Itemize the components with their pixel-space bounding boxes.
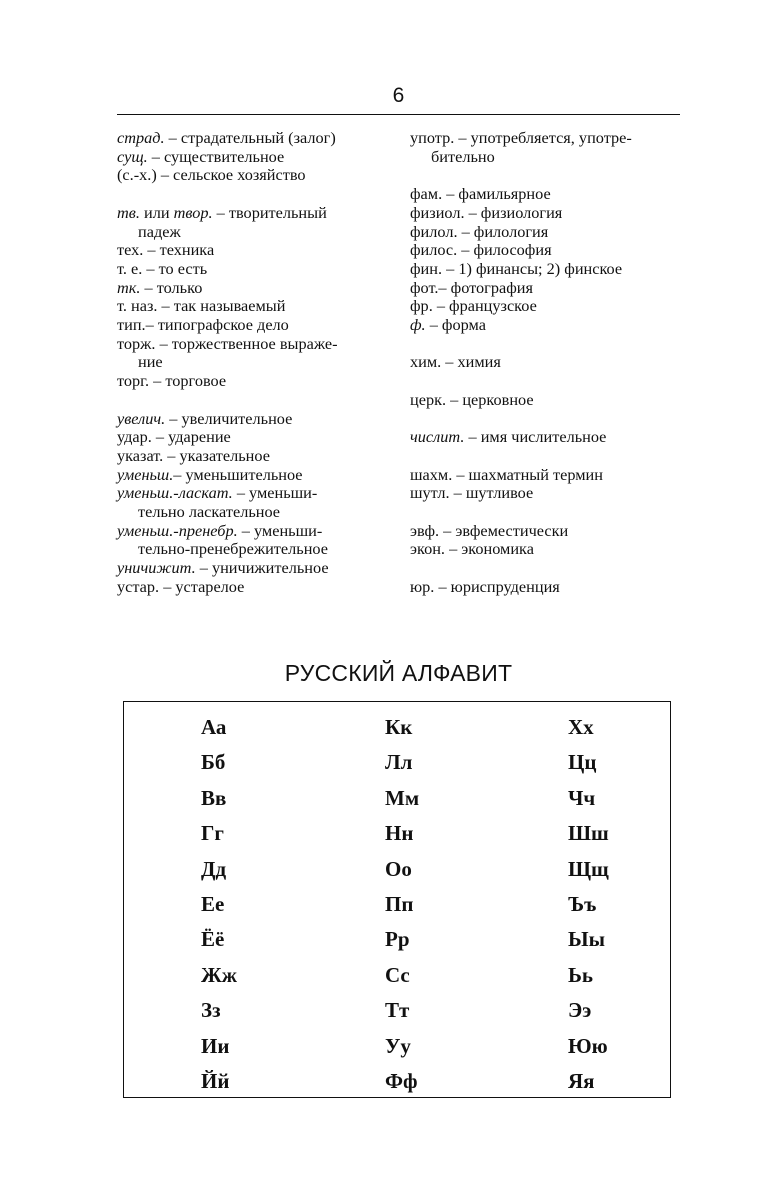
abbreviation-text: торж. – торжественное выраже- — [117, 333, 338, 353]
abbreviations-right-column — [410, 129, 680, 596]
abbreviation-entry — [117, 148, 387, 167]
abbreviation-term: уменьш.-ласкат. — [117, 483, 233, 503]
abbreviation-entry — [117, 241, 387, 260]
abbreviation-entry — [117, 335, 387, 372]
alphabet-letter: Пп — [385, 892, 414, 916]
abbreviation-entry — [117, 466, 387, 485]
abbreviation-entry — [117, 559, 387, 578]
abbreviation-term: уменьш.-пренебр. — [117, 520, 238, 540]
abbreviation-text: (с.-х.) – сельское хозяйство — [117, 165, 306, 185]
abbreviation-text: фр. – французское — [410, 296, 537, 316]
abbreviation-entry — [410, 204, 680, 223]
abbreviation-entry — [117, 372, 387, 391]
abbreviation-text: фот.– фотография — [410, 277, 533, 297]
abbreviation-text: употр. – употребляется, употре- — [410, 128, 632, 147]
alphabet-letter: Уу — [385, 1033, 411, 1058]
abbreviation-entry — [410, 297, 680, 316]
abbreviation-entry — [410, 185, 680, 204]
abbreviation-continuation: тельно ласкательное — [138, 502, 281, 522]
abbreviation-text: экон. – экономика — [410, 539, 534, 559]
abbreviation-text: – страдательный (залог) — [164, 128, 336, 147]
abbreviation-entry — [117, 279, 387, 298]
abbreviation-entry — [117, 447, 387, 466]
entry-spacer — [410, 166, 680, 185]
alphabet-letter: Гг — [201, 821, 224, 846]
abbreviation-continuation: тельно-пренебрежительное — [138, 539, 328, 559]
abbreviation-entry — [410, 223, 680, 242]
abbreviation-text: филос. – философия — [410, 240, 552, 260]
abbreviation-text: т. наз. – так называемый — [117, 296, 286, 316]
alphabet-letter: Ии — [201, 1033, 230, 1058]
abbreviation-text: – увеличительное — [165, 408, 293, 428]
abbreviation-continuation: бительно — [431, 146, 495, 166]
abbreviation-entry — [117, 297, 387, 316]
abbreviation-entry — [117, 484, 387, 521]
alphabet-letter: Цц — [568, 750, 597, 775]
alphabet-table — [123, 701, 671, 1098]
abbreviation-entry — [410, 522, 680, 541]
entry-spacer — [410, 372, 680, 391]
alphabet-letter: Яя — [568, 1069, 595, 1093]
abbreviation-entry — [410, 316, 680, 335]
abbreviation-text: шутл. – шутливое — [410, 483, 534, 503]
alphabet-letter: Ьь — [568, 962, 593, 987]
alphabet-letter: Ее — [201, 892, 225, 916]
abbreviation-text: – форма — [425, 315, 486, 335]
alphabet-letter: Бб — [201, 750, 226, 775]
abbreviation-text: – уменьшительное — [173, 464, 303, 484]
abbreviation-text: – уменьши- — [237, 520, 323, 540]
abbreviation-continuation: ние — [138, 352, 163, 372]
abbreviation-term: числит. — [410, 427, 465, 447]
abbreviation-text: – творительный — [212, 202, 327, 222]
abbreviation-entry — [117, 428, 387, 447]
alphabet-letter: Сс — [385, 962, 410, 987]
abbreviation-entry — [410, 391, 680, 410]
abbreviation-text: хим. – химия — [410, 352, 501, 372]
entry-spacer — [410, 559, 680, 578]
entry-spacer — [410, 503, 680, 522]
abbreviation-text: юр. – юриспруденция — [410, 576, 560, 596]
abbreviation-entry — [410, 353, 680, 372]
abbreviation-entry — [410, 129, 680, 166]
abbreviation-entry — [410, 484, 680, 503]
abbreviation-term: уменьш. — [117, 464, 174, 484]
alphabet-letter: Фф — [385, 1069, 418, 1093]
entry-spacer — [410, 447, 680, 466]
abbreviation-entry — [410, 241, 680, 260]
alphabet-letter: Оо — [385, 856, 412, 881]
alphabet-letter: Нн — [385, 821, 414, 846]
alphabet-letter: Лл — [385, 750, 413, 775]
abbreviation-text: тех. – техника — [117, 240, 215, 260]
abbreviation-text: эвф. – эвфеместически — [410, 520, 569, 540]
abbreviation-continuation: падеж — [138, 221, 181, 241]
page-number: 6 — [392, 84, 405, 107]
abbreviation-term: сущ. — [117, 146, 148, 166]
alphabet-letter: Ёё — [201, 927, 225, 952]
abbreviation-text: указат. – указательное — [117, 445, 270, 465]
abbreviation-term: страд. — [117, 128, 165, 147]
abbreviation-entry — [117, 129, 387, 148]
alphabet-letter: Аа — [201, 715, 227, 739]
alphabet-letter: Тт — [385, 998, 410, 1023]
abbreviation-term: увелич. — [117, 408, 166, 428]
alphabet-letter: Йй — [201, 1069, 230, 1093]
abbreviation-term: тк. — [117, 277, 141, 297]
alphabet-letter: Зз — [201, 998, 221, 1023]
abbreviation-entry — [410, 540, 680, 559]
abbreviation-entry — [117, 316, 387, 335]
alphabet-letter: Ъъ — [568, 892, 597, 916]
abbreviation-entry — [117, 204, 387, 241]
alphabet-letter: Рр — [385, 927, 410, 952]
entry-spacer — [117, 391, 387, 410]
abbreviation-text: – уничижительное — [195, 558, 329, 578]
alphabet-letter: Ыы — [568, 927, 606, 952]
header-rule — [117, 114, 680, 115]
abbreviation-text: – существительное — [147, 146, 285, 166]
alphabet-letter: Шш — [568, 821, 609, 846]
abbreviation-entry — [410, 578, 680, 597]
alphabet-letter: Дд — [201, 856, 227, 881]
alphabet-letter: Щщ — [568, 856, 609, 881]
alphabet-letter: Ээ — [568, 998, 592, 1023]
abbreviation-entry — [410, 279, 680, 298]
abbreviation-term: тв. — [117, 202, 140, 222]
abbreviation-entry — [117, 410, 387, 429]
abbreviation-text: или — [139, 202, 174, 222]
alphabet-letter: Мм — [385, 785, 420, 810]
alphabet-letter: Вв — [201, 785, 227, 810]
abbreviation-text: устар. – устарелое — [117, 576, 245, 596]
alphabet-letter: Хх — [568, 715, 594, 739]
abbreviation-entry — [117, 166, 387, 185]
abbreviation-term: ф. — [410, 315, 426, 335]
abbreviation-entry — [410, 466, 680, 485]
abbreviation-entry — [117, 260, 387, 279]
abbreviation-term: твор. — [173, 202, 213, 222]
abbreviation-text: фам. – фамильярное — [410, 184, 551, 204]
abbreviation-text: шахм. – шахматный термин — [410, 464, 603, 484]
alphabet-letter: Кк — [385, 715, 413, 739]
abbreviation-text: удар. – ударение — [117, 427, 231, 447]
abbreviation-text: физиол. – физиология — [410, 202, 563, 222]
abbreviation-term: уничижит. — [117, 558, 196, 578]
entry-spacer — [117, 185, 387, 204]
abbreviation-text: фин. – 1) финансы; 2) финское — [410, 258, 623, 278]
abbreviation-text: – имя числительное — [464, 427, 607, 447]
abbreviation-text: церк. – церковное — [410, 389, 534, 409]
abbreviation-text: – уменьши- — [232, 483, 318, 503]
alphabet-letter: Жж — [201, 962, 237, 987]
abbreviation-entry — [410, 260, 680, 279]
abbreviation-text: т. е. – то есть — [117, 258, 208, 278]
entry-spacer — [410, 335, 680, 354]
entry-spacer — [410, 410, 680, 429]
alphabet-title: РУССКИЙ АЛФАВИТ — [284, 660, 513, 686]
abbreviation-entry — [117, 578, 387, 597]
abbreviation-entry — [117, 522, 387, 559]
abbreviation-text: филол. – филология — [410, 221, 549, 241]
abbreviations-left-column — [117, 129, 387, 597]
abbreviation-entry — [410, 428, 680, 447]
abbreviation-text: торг. – торговое — [117, 371, 227, 391]
alphabet-letter: Юю — [568, 1033, 608, 1058]
abbreviation-text: – только — [140, 277, 203, 297]
alphabet-letter: Чч — [568, 785, 596, 810]
abbreviation-text: тип.– типографское дело — [117, 315, 289, 335]
